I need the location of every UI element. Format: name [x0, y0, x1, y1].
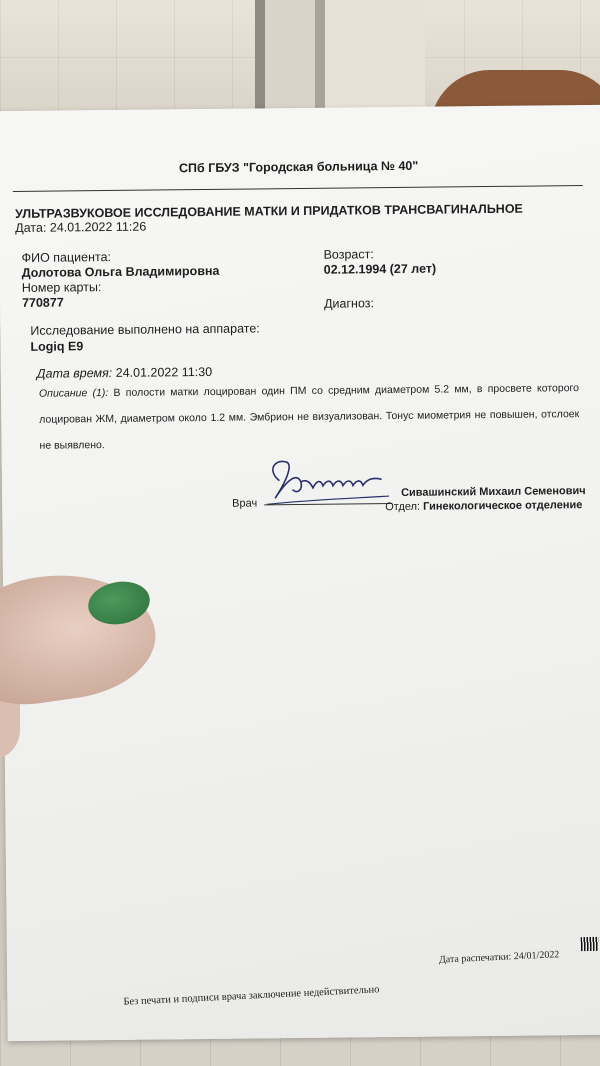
doctor-name: Сивашинский Михаил Семенович: [400, 485, 586, 499]
report-sheet: [0, 105, 600, 1041]
background-door-frame: [255, 0, 425, 120]
study-title: УЛЬТРАЗВУКОВОЕ ИССЛЕДОВАНИЕ МАТКИ И ПРИДАТКОВ ТРАНСВАГИНАЛЬНОЕ: [15, 201, 523, 221]
header-divider: [13, 185, 583, 192]
age-value: 02.12.1994 (27 лет): [323, 261, 437, 277]
description-text: В полости матки лоцирован один ПМ со средним диаметром 5.2 мм, в просвете которого лоцирован ЖМ, диаметром около 1.2 мм. Эмбрион не визуализован. Тонус миометрия не повышен, отслоек не выявлено.: [39, 382, 580, 452]
footer-note: Без печати и подписи врача заключение недействительно: [123, 984, 380, 1008]
study-date: Дата: 24.01.2022 11:26: [15, 219, 147, 235]
datetime-value: 24.01.2022 11:30: [115, 364, 213, 380]
age-label: Возраст:: [323, 247, 374, 262]
doctor-label: Врач: [232, 497, 258, 510]
card-label: Номер карты:: [21, 280, 102, 295]
description-label: Описание (1):: [38, 387, 109, 400]
department-label: Отдел:: [385, 500, 421, 514]
patient-name: Долотова Ольга Владимировна: [21, 263, 220, 280]
department-row: [385, 499, 582, 513]
diagnosis-label: Диагноз:: [323, 296, 375, 311]
barcode-icon: [581, 937, 599, 951]
description: [39, 375, 580, 459]
doctor-signature: [257, 449, 398, 510]
hospital-name: СПб ГБУЗ "Городская больница № 40": [178, 158, 419, 176]
device-label: Исследование выполнено на аппарате:: [30, 321, 260, 338]
card-number: 770877: [21, 295, 64, 310]
department-name: Гинекологическое отделение: [423, 499, 583, 513]
patient-label: ФИО пациента:: [21, 249, 112, 265]
device-name: Logiq E9: [30, 339, 84, 354]
datetime-label: Дата время:: [36, 365, 113, 381]
print-date: Дата распечатки: 24/01/2022: [438, 949, 560, 966]
